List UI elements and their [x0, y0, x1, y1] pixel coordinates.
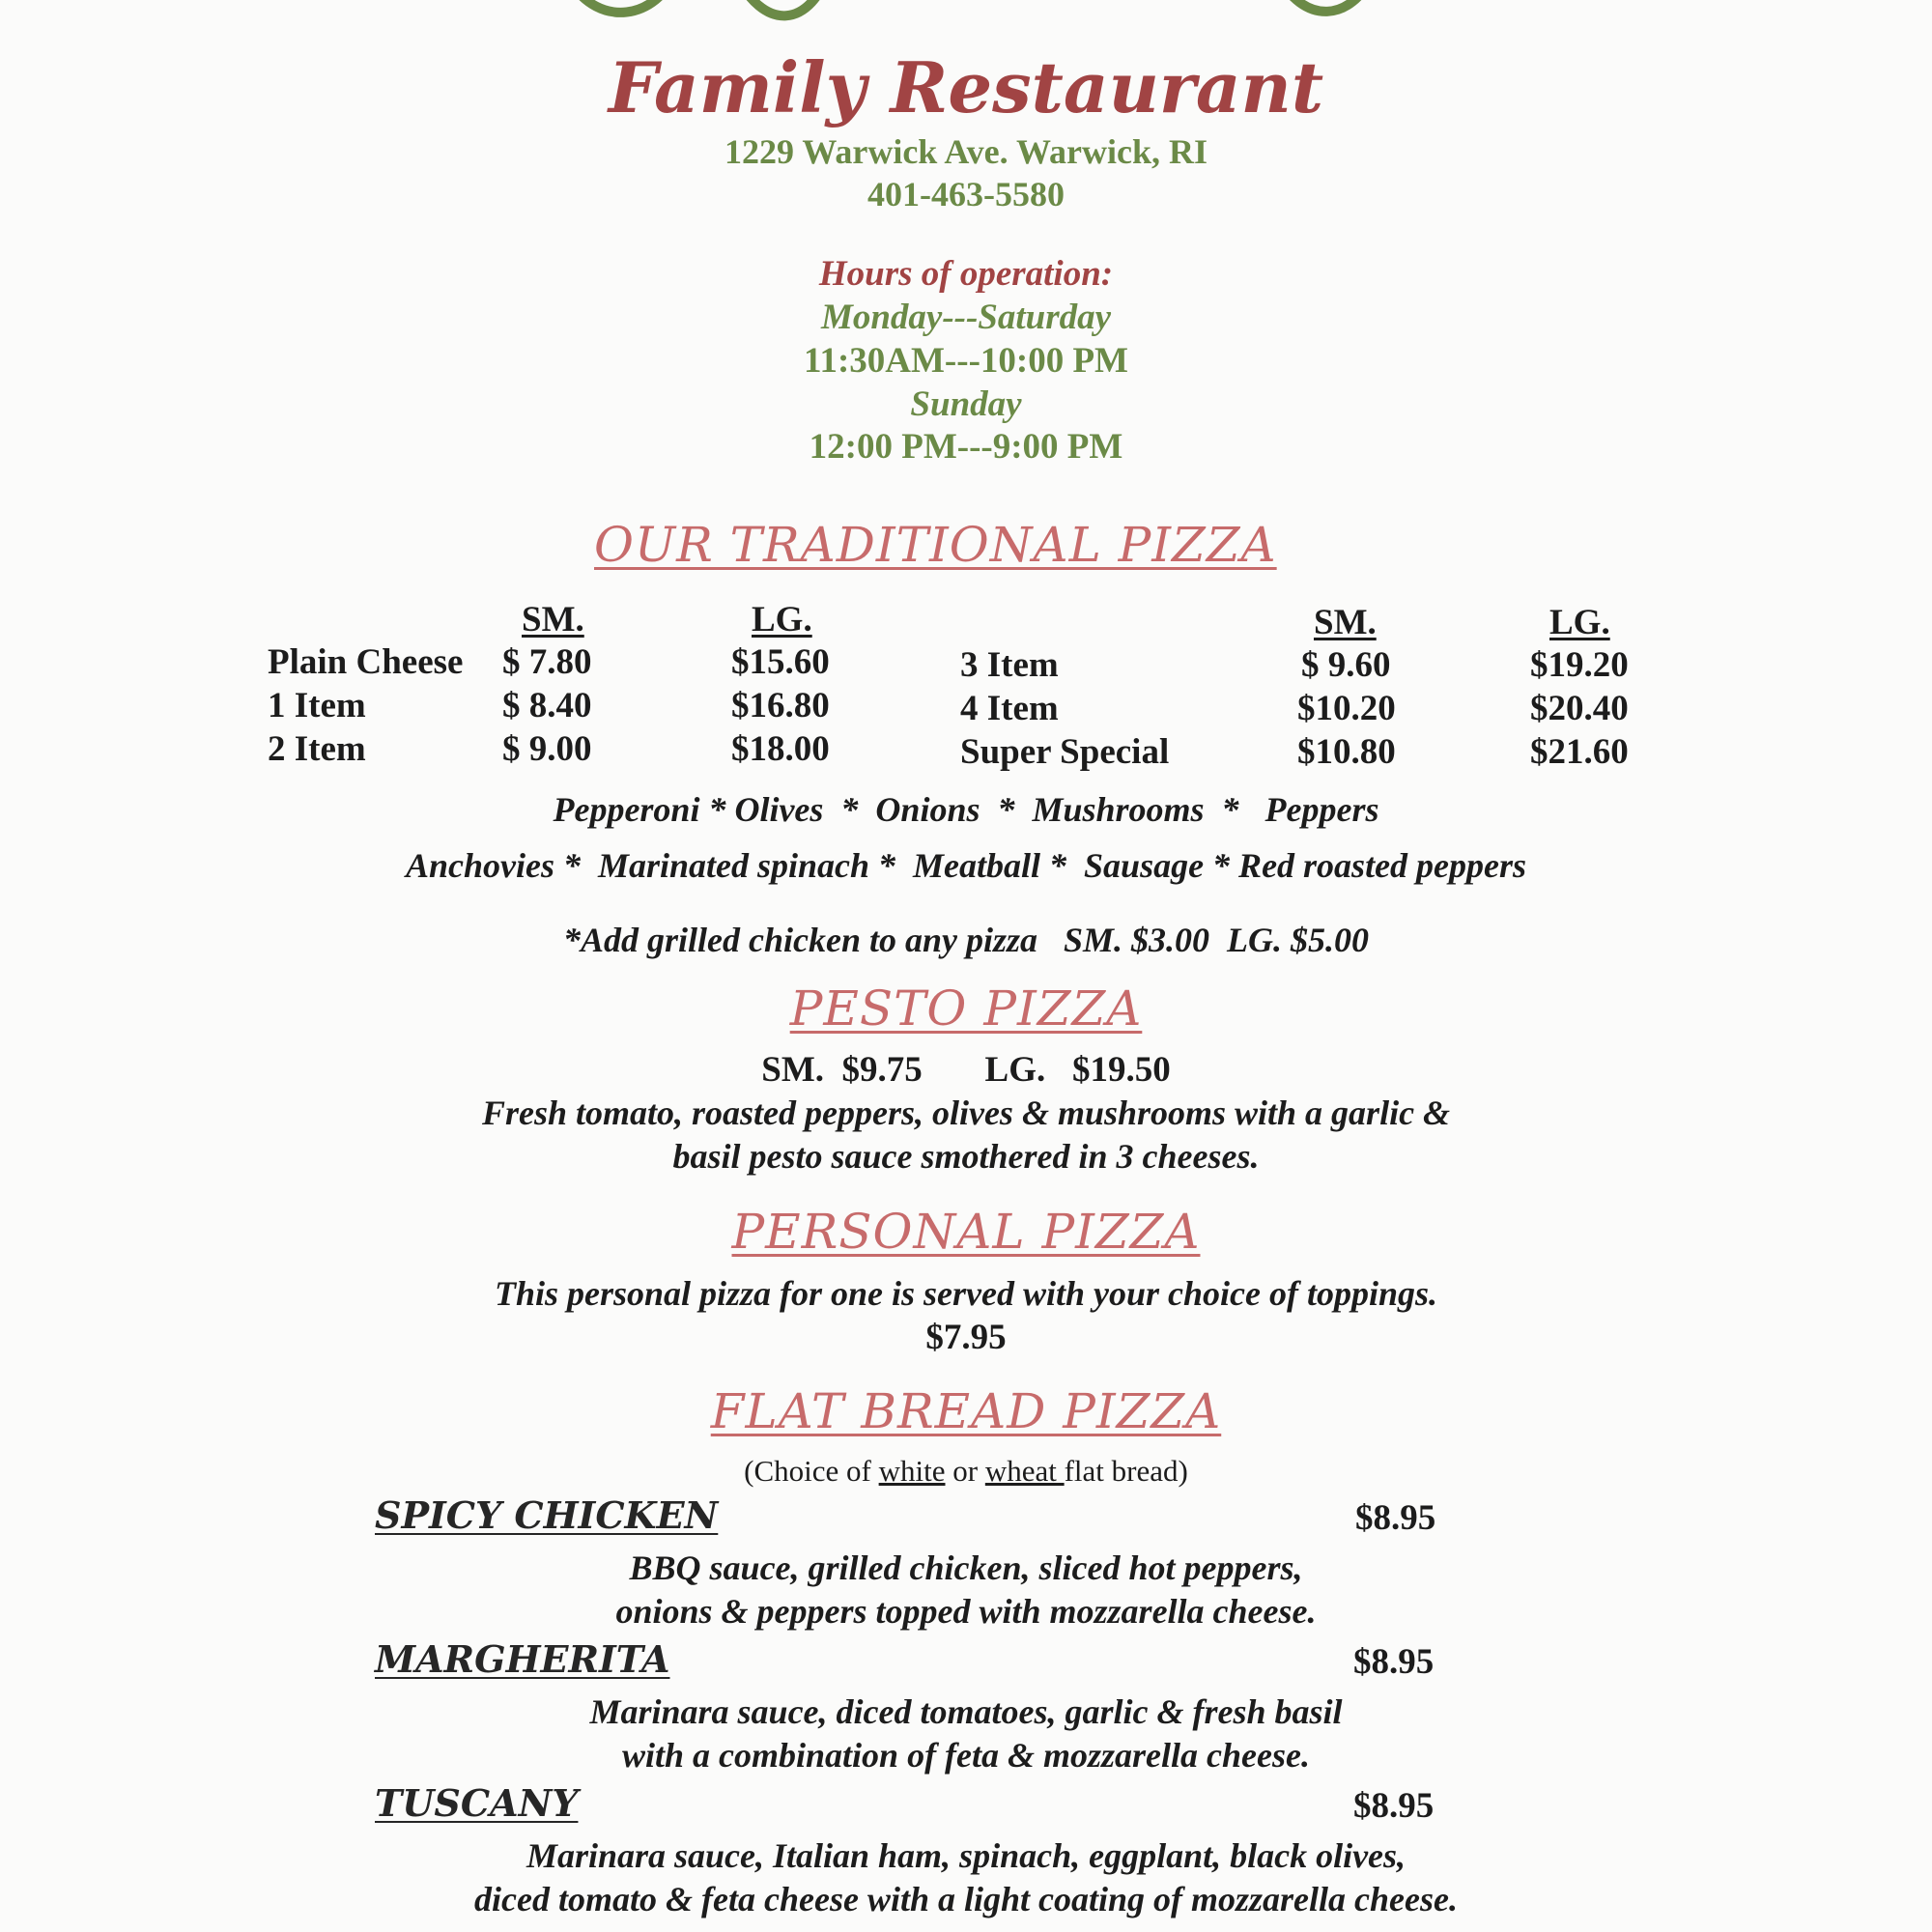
pizza-name: Plain Cheese: [268, 642, 464, 682]
pesto-pizza-heading: PESTO PIZZA: [789, 980, 1143, 1037]
pizza-sm-price: $10.80: [1297, 732, 1396, 772]
pizza-sm-price: $ 8.40: [502, 686, 592, 725]
flat-bread-choice-note: [0, 1454, 1932, 1489]
flat-bread-item-desc-2: onions & peppers topped with mozzarella cheese.: [615, 1592, 1317, 1631]
flat-bread-item-price: $8.95: [1355, 1498, 1436, 1538]
left-sm-header: SM.: [522, 600, 584, 639]
hours-sunday-hours: 12:00 PM---9:00 PM: [809, 427, 1123, 467]
flat-bread-item-name: SPICY CHICKEN: [375, 1493, 719, 1537]
toppings-line-2: Anchovies * Marinated spinach * Meatball * Sausage * Red roasted peppers: [405, 846, 1527, 885]
toppings-line-1: Pepperoni * Olives * Onions * Mushrooms * Peppers: [553, 790, 1379, 829]
hours-sunday-label: Sunday: [910, 384, 1022, 424]
right-lg-header: LG.: [1549, 603, 1610, 642]
address: 1229 Warwick Ave. Warwick, RI: [724, 132, 1208, 171]
note-suffix: flat bread): [1064, 1454, 1188, 1488]
pizza-name: Super Special: [960, 732, 1170, 772]
pizza-name: 1 Item: [268, 686, 366, 725]
pizza-lg-price: $19.20: [1530, 645, 1629, 685]
pizza-lg-price: $16.80: [731, 686, 830, 725]
note-or: or: [945, 1454, 985, 1488]
right-sm-header: SM.: [1314, 603, 1377, 642]
pizza-name: 3 Item: [960, 645, 1059, 685]
pesto-desc-2: basil pesto sauce smothered in 3 cheeses.: [672, 1137, 1260, 1176]
flat-bread-item-desc-1: BBQ sauce, grilled chicken, sliced hot peppers,: [629, 1548, 1303, 1587]
flat-bread-heading: FLAT BREAD PIZZA: [710, 1383, 1222, 1439]
flat-bread-item-desc-2: diced tomato & feta cheese with a light coating of mozzarella cheese.: [474, 1880, 1458, 1918]
left-lg-header: LG.: [752, 600, 812, 639]
restaurant-type: Family Restaurant: [608, 46, 1324, 128]
pesto-desc-1: Fresh tomato, roasted peppers, olives & mushrooms with a garlic &: [481, 1094, 1451, 1132]
personal-desc: This personal pizza for one is served with your choice of toppings.: [494, 1274, 1438, 1313]
personal-pizza-heading: PERSONAL PIZZA: [731, 1204, 1201, 1260]
note-prefix: (Choice of: [744, 1454, 879, 1488]
pizza-sm-price: $ 9.00: [502, 729, 592, 769]
pizza-lg-price: $15.60: [731, 642, 830, 682]
flat-bread-item-desc-2: with a combination of feta & mozzarella cheese.: [622, 1736, 1310, 1775]
personal-price: $7.95: [925, 1318, 1007, 1357]
pizza-name: 4 Item: [960, 689, 1059, 728]
phone: 401-463-5580: [867, 175, 1065, 213]
logo-swash-graphic: [541, 0, 1410, 39]
pizza-lg-price: $18.00: [731, 729, 830, 769]
pizza-lg-price: $21.60: [1530, 732, 1629, 772]
chicken-add-note: *Add grilled chicken to any pizza SM. $3.00 LG. $5.00: [562, 921, 1370, 959]
pizza-sm-price: $ 9.60: [1301, 645, 1391, 685]
flat-bread-item-price: $8.95: [1353, 1642, 1435, 1682]
traditional-pizza-heading: OUR TRADITIONAL PIZZA: [594, 517, 1277, 573]
flat-bread-item-desc-1: Marinara sauce, Italian ham, spinach, eggplant, black olives,: [526, 1836, 1406, 1875]
hours-weekday-hours: 11:30AM---10:00 PM: [804, 341, 1128, 381]
pesto-prices: SM. $9.75 LG. $19.50: [761, 1050, 1171, 1090]
pizza-name: 2 Item: [268, 729, 366, 769]
note-wheat: wheat: [984, 1454, 1065, 1488]
note-white: white: [878, 1454, 946, 1488]
flat-bread-item-name: MARGHERITA: [375, 1637, 670, 1681]
hours-title: Hours of operation:: [818, 254, 1114, 294]
hours-weekday-label: Monday---Saturday: [820, 298, 1112, 337]
pizza-sm-price: $ 7.80: [502, 642, 592, 682]
pizza-lg-price: $20.40: [1530, 689, 1629, 728]
pizza-sm-price: $10.20: [1297, 689, 1396, 728]
flat-bread-item-name: TUSCANY: [375, 1781, 579, 1825]
flat-bread-item-desc-1: Marinara sauce, diced tomatoes, garlic & fresh basil: [589, 1692, 1343, 1731]
flat-bread-item-price: $8.95: [1353, 1786, 1435, 1826]
